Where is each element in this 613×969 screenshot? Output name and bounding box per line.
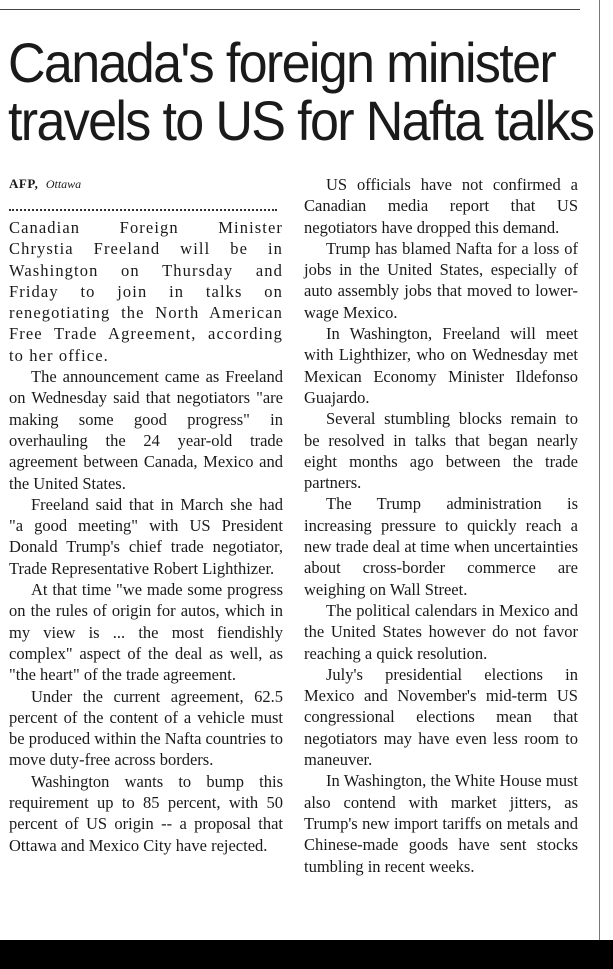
headline-line-2: travels to US for Nafta talks: [8, 89, 594, 152]
byline-city: Ottawa: [45, 177, 82, 191]
headline-line-1: Canada's foreign minister: [8, 31, 556, 94]
paragraph: The announcement came as Freeland on Wednesday said that negotiators "are making some good progress" in overhauling the 24 year-old trade agreement between Canada, Mexico and the United States.: [9, 367, 283, 493]
paragraph: At that time "we made some progress on the rules of origin for autos, which in my view is ... the most fiendishly complex" aspect of the deal as well, as "the heart" of the trade agreement.: [9, 580, 283, 685]
paragraph: Under the current agreement, 62.5 percent of the content of a vehicle must be produced within the Nafta countries to move duty-free across borders.: [9, 686, 283, 770]
article-column-2: [304, 174, 578, 877]
byline: [9, 176, 81, 193]
paragraph: Trump has blamed Nafta for a loss of jobs in the United States, especially of auto assembly jobs that moved to lower-wage Mexico.: [304, 238, 578, 322]
paragraph: In Washington, the White House must also contend with market jitters, as Trump's new import tariffs on metals and Chinese-made goods have sent stocks tumbling in recent weeks.: [304, 771, 578, 876]
column-rule: [599, 0, 600, 940]
headline: [8, 31, 594, 152]
top-rule: [0, 9, 580, 10]
paragraph: Canadian Foreign Minister Chrystia Freeland will be in Washington on Thursday and Friday to join in talks on renegotiating the North American Free Trade Agreement, according to her office.: [9, 218, 283, 365]
byline-agency: AFP,: [9, 176, 39, 191]
paragraph: Washington wants to bump this requirement up to 85 percent, with 50 percent of US origin -- a proposal that Ottawa and Mexico City have rejected.: [9, 771, 283, 855]
paragraph: The Trump administration is increasing pressure to quickly reach a new trade deal at time when uncertainties about cross-border commerce are weighing on Wall Street.: [304, 494, 578, 599]
article-column-1: [9, 217, 283, 856]
paragraph: Several stumbling blocks remain to be resolved in talks that began nearly eight months ago between the trade partners.: [304, 409, 578, 493]
paragraph: July's presidential elections in Mexico and November's mid-term US congressional elections mean that negotiators may have even less room to maneuver.: [304, 664, 578, 770]
paragraph: US officials have not confirmed a Canadian media report that US negotiators have dropped this demand.: [304, 175, 578, 237]
paragraph: Freeland said that in March she had "a good meeting" with US President Donald Trump's chief trade negotiator, Trade Representative Robert Lighthizer.: [9, 494, 283, 578]
scan-bottom-border: [0, 940, 613, 969]
paragraph: The political calendars in Mexico and the United States however do not favor reaching a quick resolution.: [304, 600, 578, 663]
byline-dotted-divider: [9, 209, 277, 211]
paragraph: In Washington, Freeland will meet with Lighthizer, who on Wednesday met Mexican Economy Minister Ildefonso Guajardo.: [304, 324, 578, 407]
